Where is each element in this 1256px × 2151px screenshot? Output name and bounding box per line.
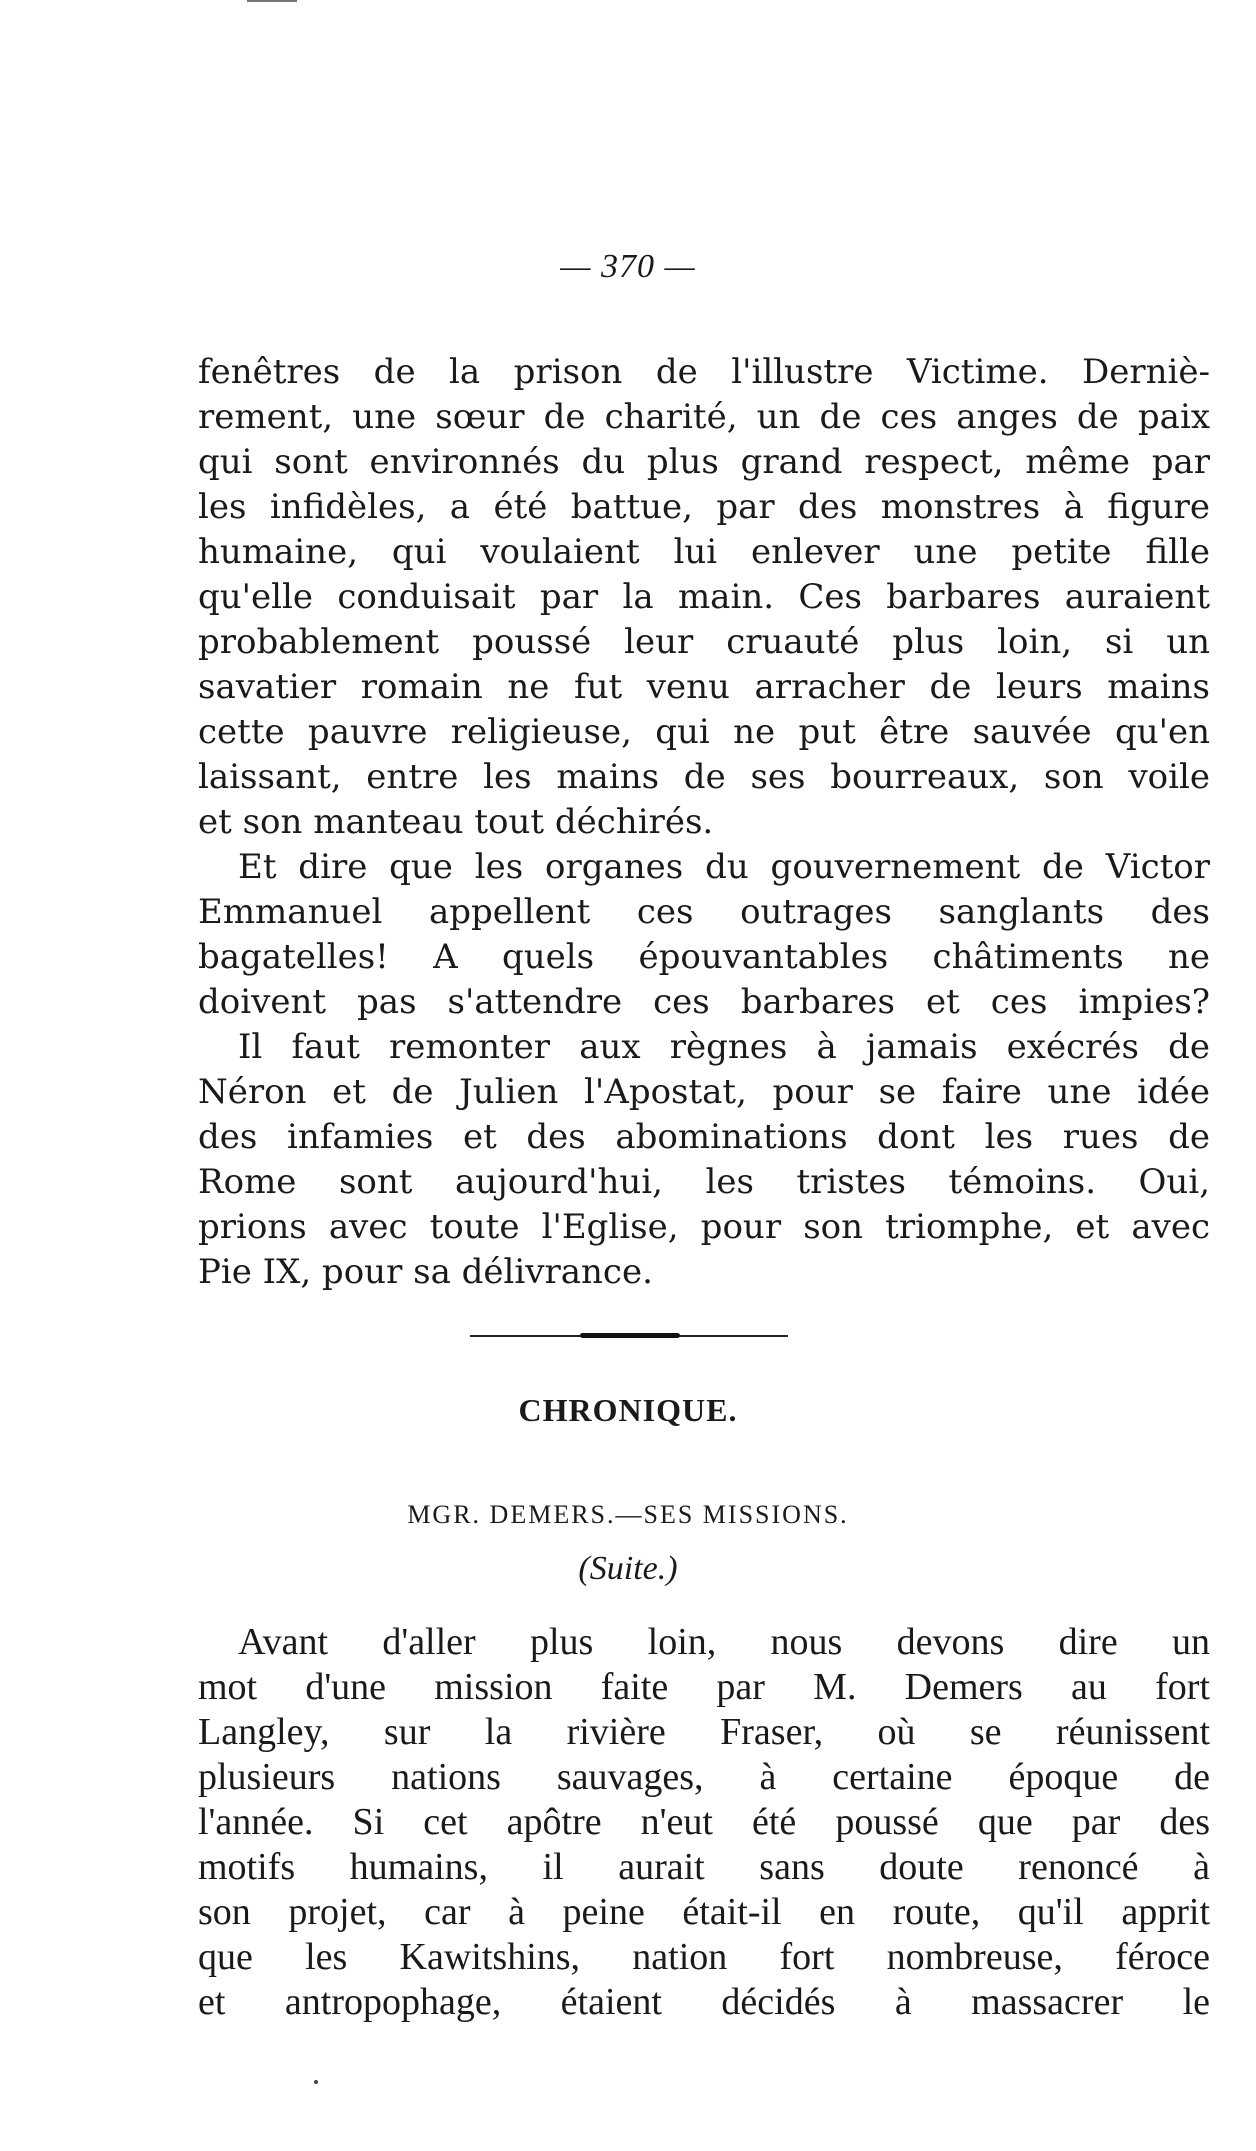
text-line: rement, une sœur de charité, un de ces anges de paix — [198, 397, 1210, 437]
text-line: l'année. Si cet apôtre n'eut été poussé que par des — [198, 1801, 1210, 1843]
section-heading: CHRONIQUE. — [518, 1392, 738, 1428]
text-line: des infamies et des abominations dont les rues de — [198, 1117, 1210, 1157]
text-line: doivent pas s'attendre ces barbares et ces impies? — [198, 982, 1210, 1022]
text-line: qui sont environnés du plus grand respect, même par — [198, 442, 1210, 482]
section-subheading: MGR. DEMERS.—SES MISSIONS. — [407, 1500, 849, 1529]
text-line: cette pauvre religieuse, qui ne put être sauvée qu'en — [198, 712, 1210, 752]
continuation-note-text: (Suite.) — [578, 1550, 678, 1587]
text-line: bagatelles! A quels épouvantables châtiments ne — [198, 937, 1210, 977]
text-line: savatier romain ne fut venu arracher de leurs mains — [198, 667, 1210, 707]
text-line: Il faut remonter aux règnes à jamais exécrés de — [238, 1027, 1210, 1067]
text-line: Néron et de Julien l'Apostat, pour se faire une idée — [198, 1072, 1210, 1112]
text-line: motifs humains, il aurait sans doute renoncé à — [198, 1846, 1210, 1888]
print-speck — [314, 2080, 318, 2084]
text-line: Avant d'aller plus loin, nous devons dire un — [238, 1621, 1210, 1663]
page-number: — 370 — — [560, 248, 696, 285]
text-line: et antropophage, étaient décidés à massacrer le — [198, 1981, 1210, 2023]
text-line: son projet, car à peine était-il en route, qu'il apprit — [198, 1891, 1210, 1933]
text-line: laissant, entre les mains de ses bourreaux, son voile — [198, 757, 1210, 797]
continuation-note — [0, 1550, 1256, 1588]
text-line: Emmanuel appellent ces outrages sanglants des — [198, 892, 1210, 932]
text-line: Pie IX, pour sa délivrance. — [198, 1252, 653, 1292]
text-line: humaine, qui voulaient lui enlever une petite fille — [198, 532, 1210, 572]
top-margin-mark — [247, 0, 297, 2]
text-line: que les Kawitshins, nation fort nombreuse, féroce — [198, 1936, 1210, 1978]
text-line: prions avec toute l'Eglise, pour son triomphe, et avec — [198, 1207, 1210, 1247]
text-line: Rome sont aujourd'hui, les tristes témoins. Oui, — [198, 1162, 1210, 1202]
text-line: mot d'une mission faite par M. Demers au fort — [198, 1666, 1210, 1708]
section-divider-ornament — [580, 1333, 680, 1338]
text-line: qu'elle conduisait par la main. Ces barbares auraient — [198, 577, 1210, 617]
text-line: les infidèles, a été battue, par des monstres à figure — [198, 487, 1210, 527]
text-line: Et dire que les organes du gouvernement de Victor — [238, 847, 1210, 887]
text-line: et son manteau tout déchirés. — [198, 802, 714, 842]
text-line: Langley, sur la rivière Fraser, où se réunissent — [198, 1711, 1210, 1753]
text-line: probablement poussé leur cruauté plus loin, si un — [198, 622, 1210, 662]
text-line: fenêtres de la prison de l'illustre Victime. Derniè- — [198, 352, 1210, 392]
text-line: plusieurs nations sauvages, à certaine époque de — [198, 1756, 1210, 1798]
